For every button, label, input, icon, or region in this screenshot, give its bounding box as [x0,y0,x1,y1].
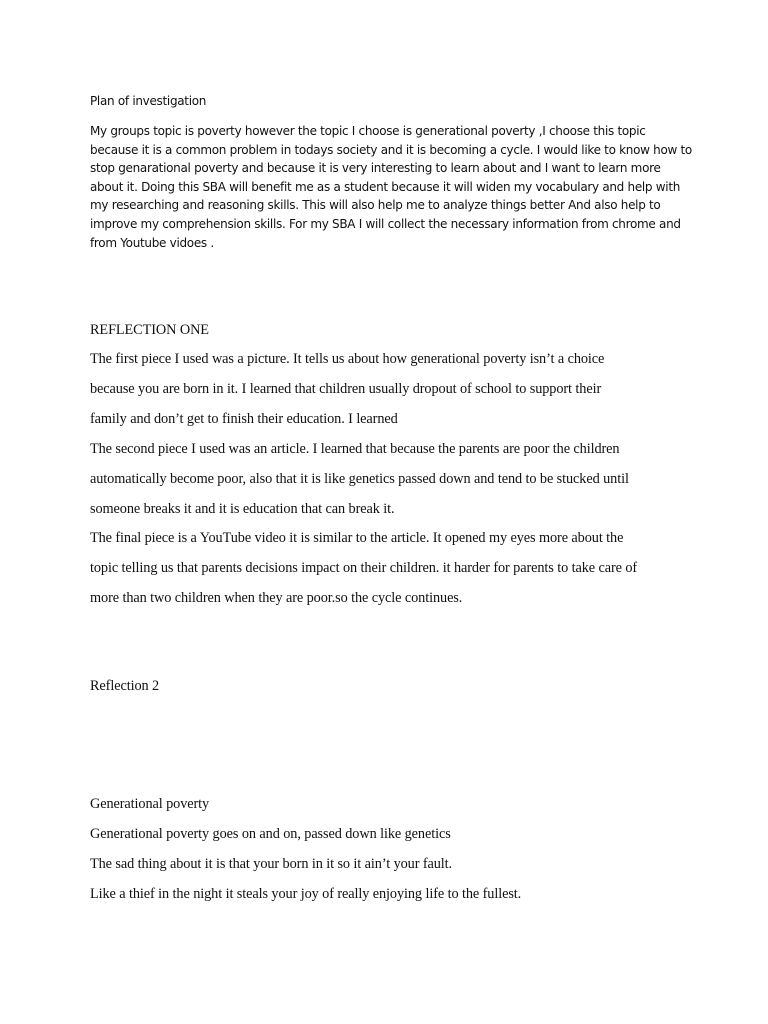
poem-title: Generational poverty [90,796,210,812]
reflection-one-line: family and don’t get to finish their education. I learned [90,411,398,427]
plan-heading: Plan of investigation [90,94,207,108]
reflection-one-line: automatically become poor, also that it is like genetics passed down and tend to be stucked until [90,471,629,487]
reflection-one-heading: REFLECTION ONE [90,322,209,338]
plan-line: about it. Doing this SBA will benefit me as a student because it will widen my vocabulary and help with [90,180,681,194]
reflection-one-line: more than two children when they are poor.so the cycle continues. [90,590,463,606]
reflection-one-line: someone breaks it and it is education that can break it. [90,501,395,517]
plan-line: My groups topic is poverty however the topic I choose is generational poverty ,I choose this topic [90,124,646,138]
poem-line: Generational poverty goes on and on, passed down like genetics [90,826,451,842]
reflection-one-line: topic telling us that parents decisions impact on their children. it harder for parents to take care of [90,560,638,576]
poem-line: Like a thief in the night it steals your joy of really enjoying life to the fullest. [90,886,522,902]
plan-line: stop genarational poverty and because it is very interesting to learn about and I want to learn more [90,161,661,175]
reflection-one-line: The final piece is a YouTube video it is similar to the article. It opened my eyes more about the [90,530,624,546]
plan-line: improve my comprehension skills. For my SBA I will collect the necessary information from chrome and [90,217,681,231]
plan-line: because it is a common problem in todays society and it is becoming a cycle. I would like to know how to [90,143,692,157]
reflection-one-line: because you are born in it. I learned that children usually dropout of school to support their [90,381,602,397]
plan-line: from Youtube vidoes . [90,236,214,250]
plan-line: my researching and reasoning skills. This will also help me to analyze things better And also help to [90,198,661,212]
reflection-one-line: The first piece I used was a picture. It tells us about how generational poverty isn’t a choice [90,351,605,367]
reflection-two-heading: Reflection 2 [90,678,160,694]
poem-line: The sad thing about it is that your born in it so it ain’t your fault. [90,856,453,872]
reflection-one-line: The second piece I used was an article. I learned that because the parents are poor the children [90,441,620,457]
